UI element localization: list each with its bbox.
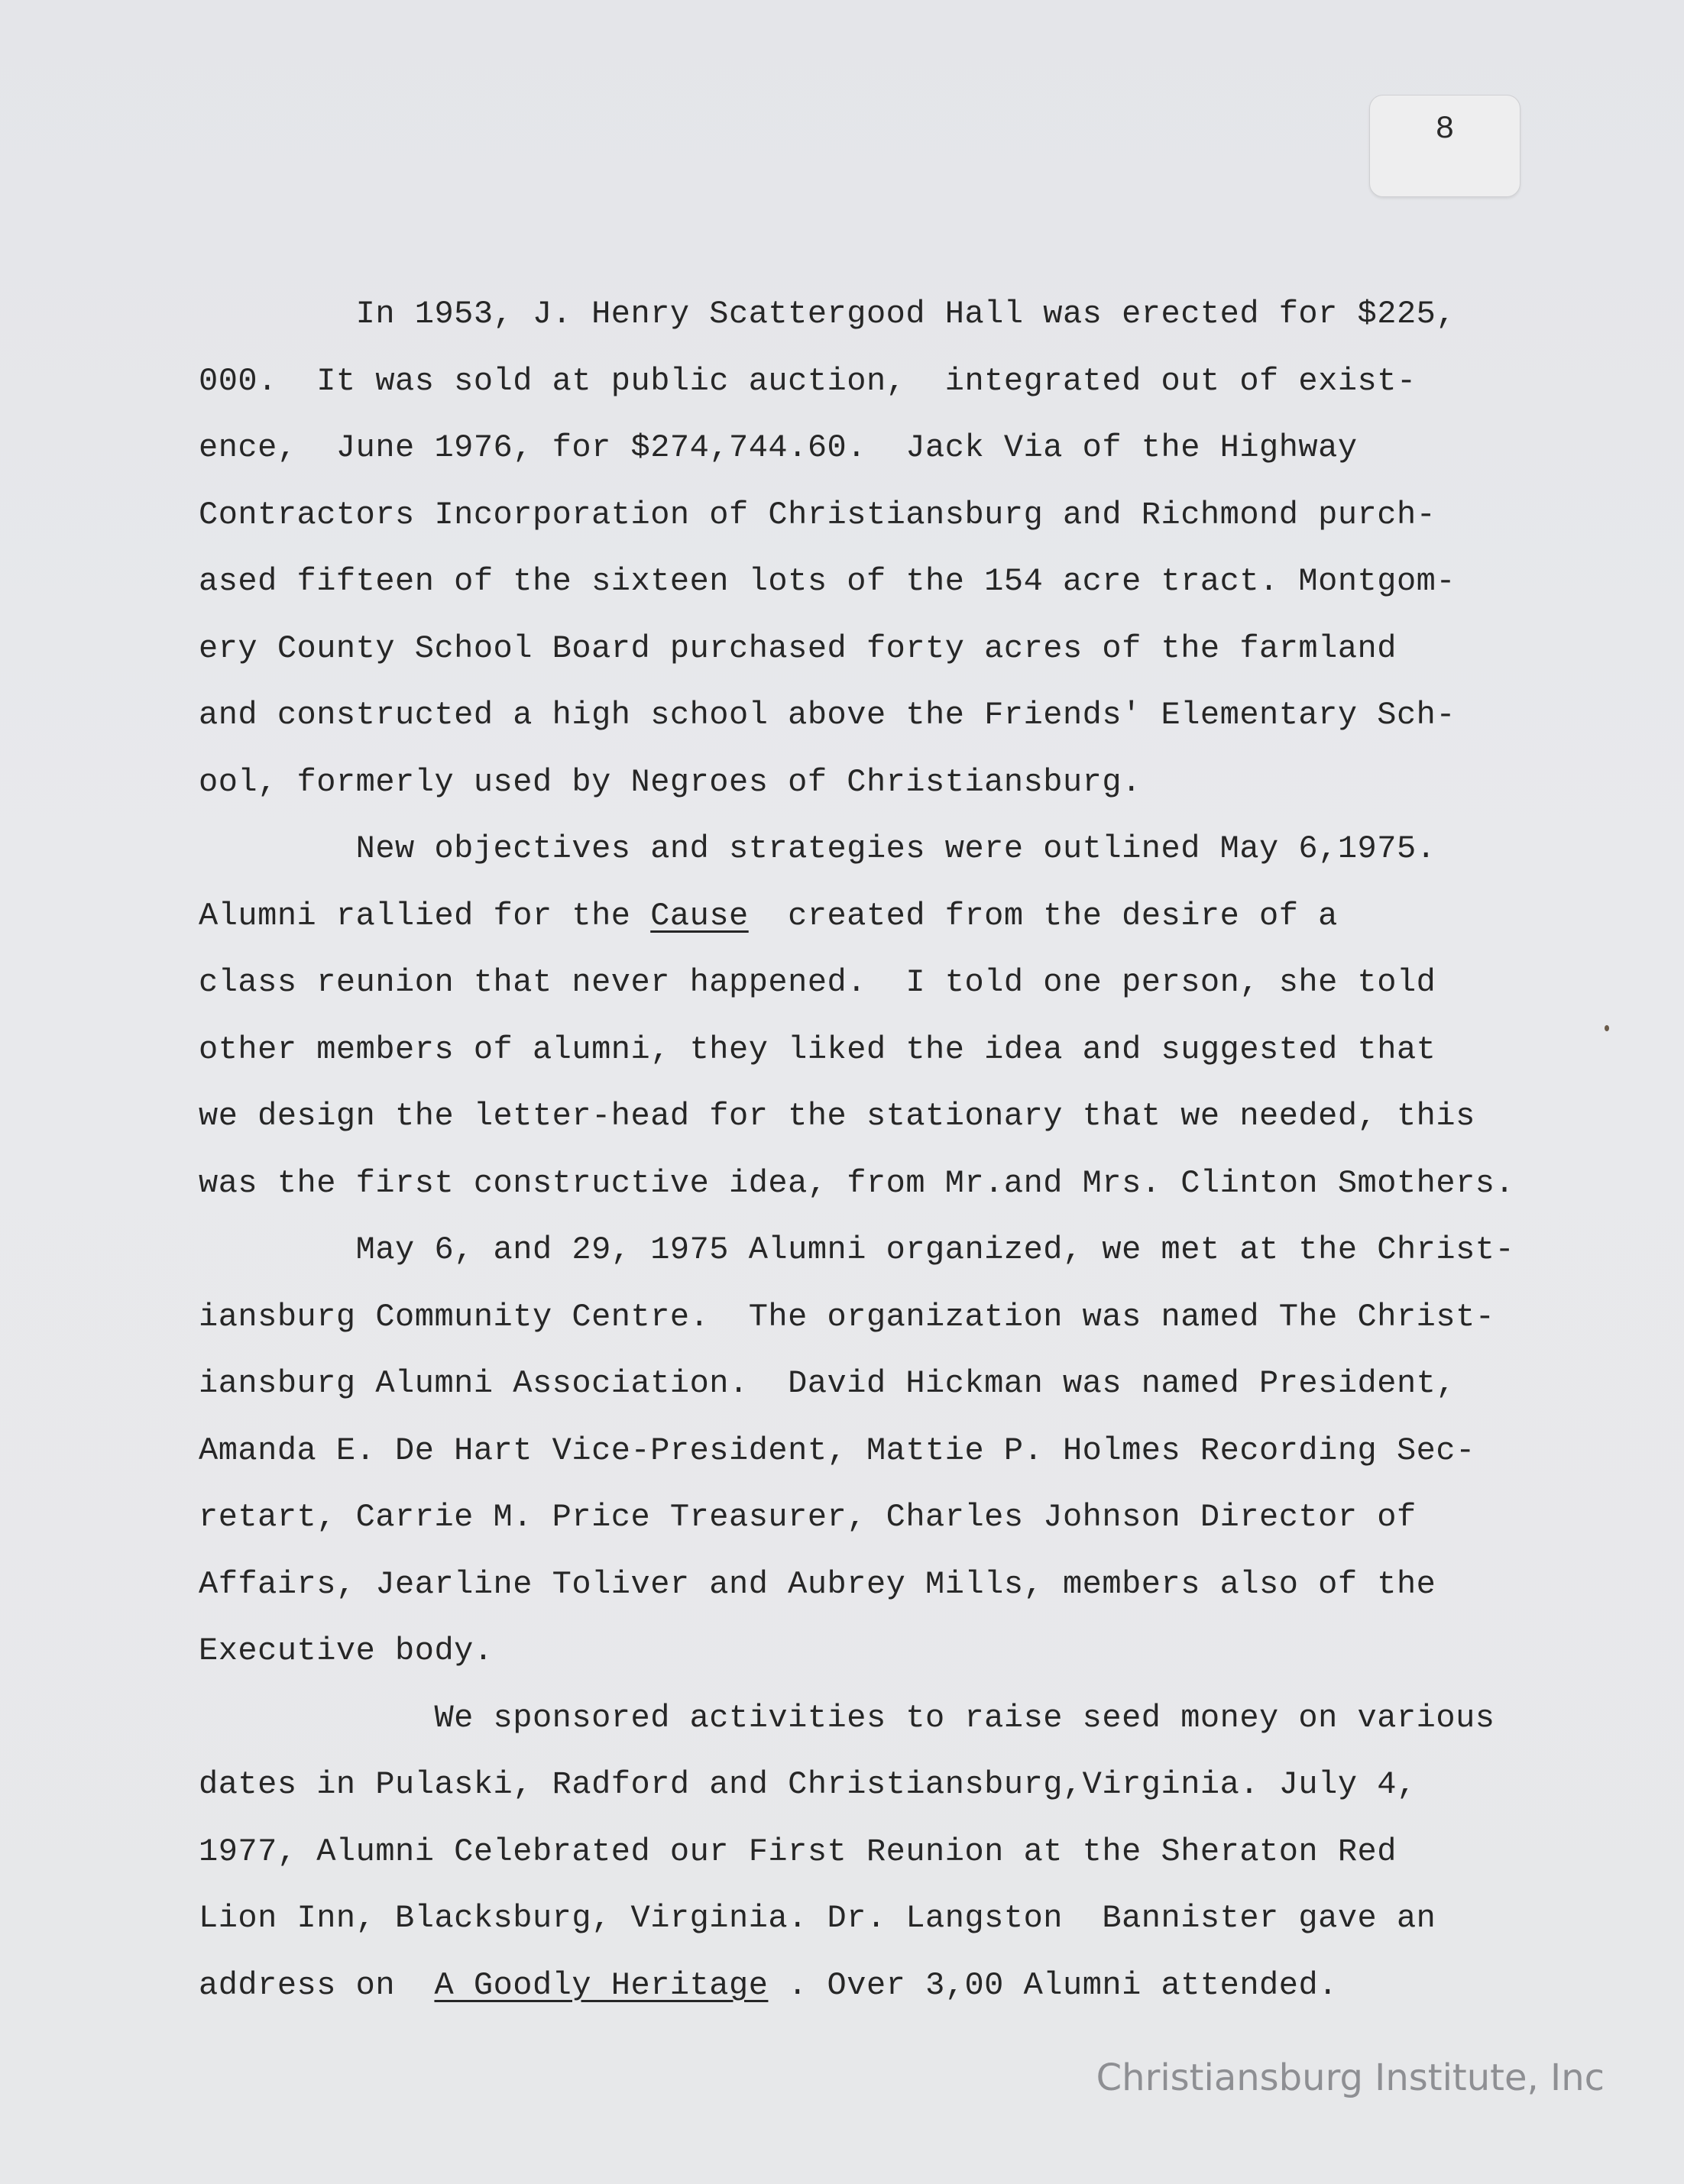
page-number-tab: [1369, 95, 1520, 197]
text-line: other members of alumni, they liked the idea and suggested that: [199, 1031, 1436, 1068]
text-line: ool, formerly used by Negroes of Christiansburg.: [199, 763, 1142, 801]
text-line: May 6, and 29, 1975 Alumni organized, we met at the Christ-: [199, 1231, 1515, 1268]
text-line: ence, June 1976, for $274,744.60. Jack Via of the Highway: [199, 429, 1358, 466]
text-line: 000. It was sold at public auction, integrated out of exist-: [199, 362, 1417, 400]
text-line: 1977, Alumni Celebrated our First Reunion at the Sheraton Red: [199, 1833, 1397, 1870]
text-line-after: created from the desire of a: [748, 897, 1338, 934]
paper-speck: [1605, 1025, 1609, 1031]
text-line: retart, Carrie M. Price Treasurer, Charles Johnson Director of: [199, 1499, 1417, 1535]
page-number: 8: [1435, 111, 1455, 147]
text-line: [199, 883, 1543, 950]
text-line: iansburg Community Centre. The organization was named The Christ-: [199, 1298, 1495, 1335]
watermark: Christiansburg Institute, Inc: [1096, 2056, 1605, 2099]
text-line: Contractors Incorporation of Christiansburg and Richmond purch-: [199, 496, 1436, 533]
text-line-before: Alumni rallied for the: [199, 897, 651, 934]
text-line: class reunion that never happened. I told one person, she told: [199, 964, 1436, 1001]
text-line: We sponsored activities to raise seed money on various: [199, 1699, 1495, 1736]
underlined-phrase: Cause: [650, 897, 749, 934]
text-line: Amanda E. De Hart Vice-President, Mattie P. Holmes Recording Sec-: [199, 1432, 1475, 1469]
text-line: we design the letter-head for the stationary that we needed, this: [199, 1098, 1475, 1134]
text-line: and constructed a high school above the Friends' Elementary Sch-: [199, 697, 1456, 733]
text-line: In 1953, J. Henry Scattergood Hall was erected for $225,: [199, 296, 1456, 332]
text-line: New objectives and strategies were outlined May 6,1975.: [199, 830, 1436, 867]
text-line-before: address on: [199, 1966, 435, 2004]
typed-body-text: [199, 281, 1543, 2019]
underlined-phrase: A Goodly Heritage: [434, 1966, 769, 2004]
text-line: was the first constructive idea, from Mr.and Mrs. Clinton Smothers.: [199, 1164, 1515, 1202]
text-line: iansburg Alumni Association. David Hickman was named President,: [199, 1365, 1456, 1402]
text-line: ery County School Board purchased forty acres of the farmland: [199, 629, 1397, 667]
text-line: ased fifteen of the sixteen lots of the 154 acre tract. Montgom-: [199, 563, 1456, 600]
text-line: dates in Pulaski, Radford and Christiansburg,Virginia. July 4,: [199, 1766, 1417, 1803]
text-line-after: . Over 3,00 Alumni attended.: [768, 1966, 1338, 2004]
text-line: [199, 1953, 1543, 2020]
text-line: Affairs, Jearline Toliver and Aubrey Mills, members also of the: [199, 1565, 1436, 1603]
text-line: Lion Inn, Blacksburg, Virginia. Dr. Langston Bannister gave an: [199, 1900, 1436, 1936]
text-line: Executive body.: [199, 1632, 494, 1669]
